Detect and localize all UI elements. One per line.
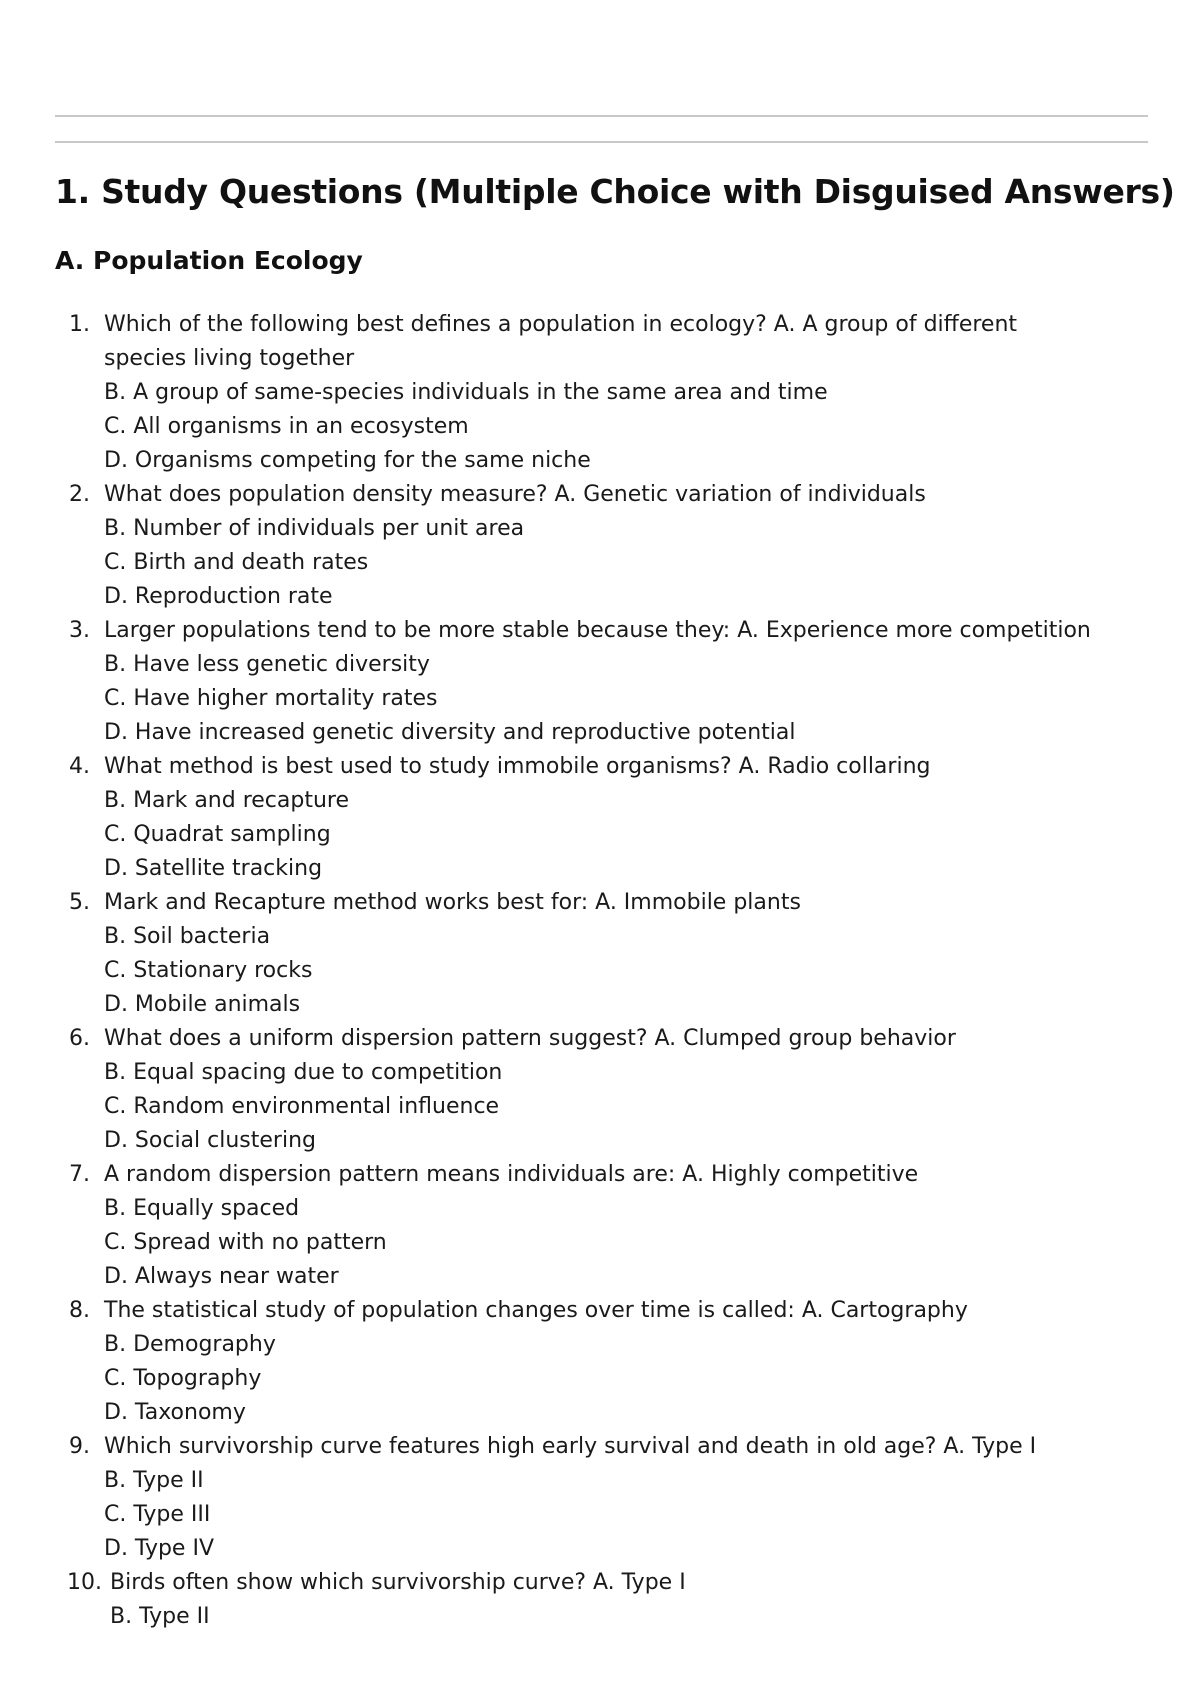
- question-10: [0, 1566, 1200, 1634]
- answer-option: C. All organisms in an ecosystem: [104, 414, 469, 439]
- answer-option: C. Random environmental influence: [104, 1094, 500, 1119]
- question-2: [0, 478, 1200, 614]
- question-text: Larger populations tend to be more stable because they: A. Experience more competition: [104, 618, 1091, 643]
- question-number: 1.: [69, 312, 90, 337]
- question-8: [0, 1294, 1200, 1430]
- question-text: A random dispersion pattern means individuals are: A. Highly competitive: [104, 1162, 919, 1187]
- answer-option: B. Have less genetic diversity: [104, 652, 430, 677]
- answer-option: B. Type II: [110, 1604, 210, 1629]
- question-number: 10.: [67, 1570, 102, 1595]
- answer-option: C. Topography: [104, 1366, 262, 1391]
- answer-option: D. Organisms competing for the same niche: [104, 448, 591, 473]
- question-5: [0, 886, 1200, 1022]
- answer-option: B. Equal spacing due to competition: [104, 1060, 503, 1085]
- question-number: 2.: [69, 482, 90, 507]
- question-1: [0, 308, 1200, 478]
- answer-option: D. Type IV: [104, 1536, 214, 1561]
- answer-option: D. Mobile animals: [104, 992, 301, 1017]
- answer-option: C. Stationary rocks: [104, 958, 313, 983]
- question-7: [0, 1158, 1200, 1294]
- answer-option: C. Birth and death rates: [104, 550, 369, 575]
- question-4: [0, 750, 1200, 886]
- top-divider: [55, 115, 1148, 117]
- answer-option: B. Soil bacteria: [104, 924, 271, 949]
- question-text: Mark and Recapture method works best for: A. Immobile plants: [104, 890, 801, 915]
- answer-option: B. Type II: [104, 1468, 204, 1493]
- question-6: [0, 1022, 1200, 1158]
- section-heading: A. Population Ecology: [55, 246, 363, 275]
- question-text: What method is best used to study immobile organisms? A. Radio collaring: [104, 754, 931, 779]
- answer-option: B. Mark and recapture: [104, 788, 350, 813]
- answer-option: C. Type III: [104, 1502, 211, 1527]
- question-text: What does population density measure? A. Genetic variation of individuals: [104, 482, 926, 507]
- question-9: [0, 1430, 1200, 1566]
- page-title: 1. Study Questions (Multiple Choice with Disguised Answers): [55, 172, 1175, 211]
- question-number: 5.: [69, 890, 90, 915]
- answer-option: D. Always near water: [104, 1264, 339, 1289]
- second-divider: [55, 141, 1148, 143]
- question-text: The statistical study of population changes over time is called: A. Cartography: [104, 1298, 968, 1323]
- question-list: [0, 308, 1200, 1634]
- answer-option: D. Have increased genetic diversity and reproductive potential: [104, 720, 796, 745]
- answer-option: D. Reproduction rate: [104, 584, 333, 609]
- question-text: Which of the following best defines a population in ecology? A. A group of different: [104, 312, 1018, 337]
- answer-option: B. Number of individuals per unit area: [104, 516, 525, 541]
- question-text: What does a uniform dispersion pattern suggest? A. Clumped group behavior: [104, 1026, 956, 1051]
- answer-option: C. Spread with no pattern: [104, 1230, 387, 1255]
- question-text: Which survivorship curve features high early survival and death in old age? A. Type I: [104, 1434, 1037, 1459]
- answer-option: D. Social clustering: [104, 1128, 316, 1153]
- question-number: 8.: [69, 1298, 90, 1323]
- question-number: 9.: [69, 1434, 90, 1459]
- question-3: [0, 614, 1200, 750]
- answer-option: C. Quadrat sampling: [104, 822, 331, 847]
- answer-option: B. A group of same-species individuals in the same area and time: [104, 380, 828, 405]
- answer-option: D. Satellite tracking: [104, 856, 323, 881]
- question-number: 6.: [69, 1026, 90, 1051]
- question-text: species living together: [104, 346, 355, 371]
- answer-option: B. Equally spaced: [104, 1196, 300, 1221]
- question-number: 7.: [69, 1162, 90, 1187]
- answer-option: D. Taxonomy: [104, 1400, 246, 1425]
- answer-option: C. Have higher mortality rates: [104, 686, 438, 711]
- answer-option: B. Demography: [104, 1332, 276, 1357]
- question-number: 3.: [69, 618, 90, 643]
- question-number: 4.: [69, 754, 90, 779]
- question-text: Birds often show which survivorship curve? A. Type I: [110, 1570, 686, 1595]
